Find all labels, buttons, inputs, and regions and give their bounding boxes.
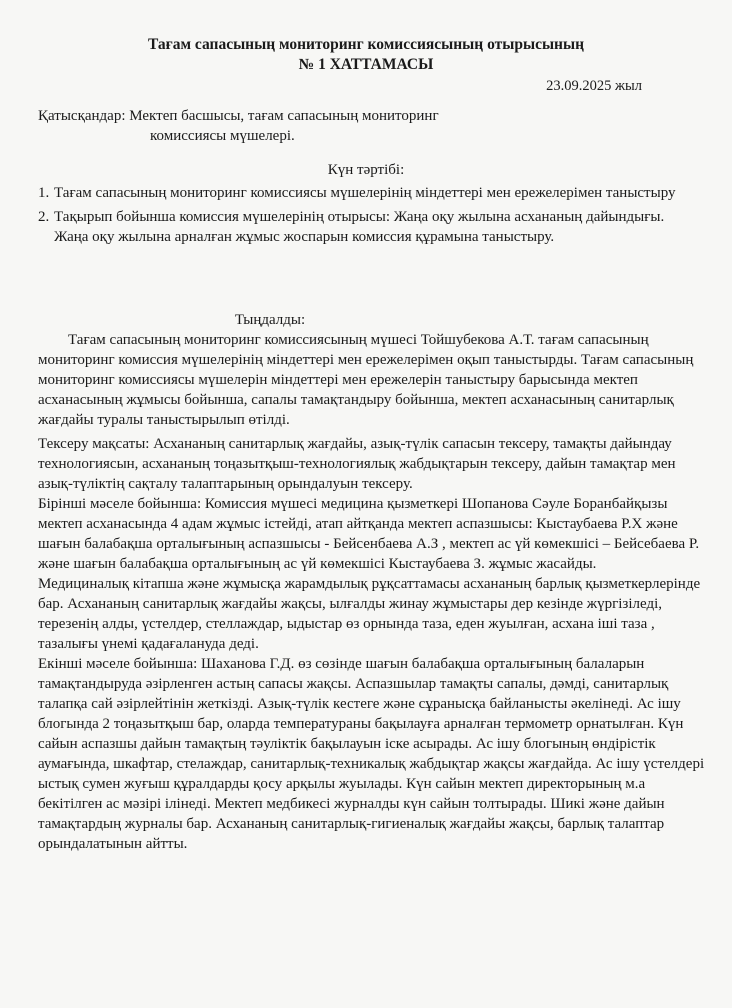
paragraph: Екінші мәселе бойынша: Шаханова Г.Д. өз сөзінде шағын балабақша орталығының балаларын тамақтандыруда әзірленген астың сапасы жақсы. Аспазшылар тамақты сапалы, дәмді, санитарлық талапқа сай әзірлейтінін жеткізді. Азық-түлік кестеге және сұранысқа байланысты әкелінеді. Ас ішу блогында 2 тоңазытқыш бар, оларда температураны бақылауға арналған термометр орнатылған. Күн сайын аспазшы дайын тамақтың тәуліктік бақылауын іске асырады. Ас ішу блогының өндірістік аумағында, шкафтар, стелаждар, санитарлық-техникалық жабдықтар жақсы жағдайда. Ас ішу үстелдері ыстық сумен жуғыш құралдарды қосу арқылы жуылады. Күн сайын мектеп директорының м.а бекітілген ас мәзірі ілінеді. Мектеп медбикесі журналды күн сайын толтырады. Шикі және дайын тамақтардың журналы бар. Асхананың санитарлық-гигиеналық жағдайы жақсы, барлық талаптар орындалатынын айтты.: [38, 656, 705, 852]
section-heading-listened: Тыңдалды:: [234, 312, 306, 328]
agenda-item-number: 1.: [38, 185, 50, 201]
paragraph: Бірінші мәселе бойынша: Комиссия мүшесі медицина қызметкері Шопанова Сәуле Боранбайқызы мектеп асханасында 4 адам жұмыс істейді, атап айтқанда мектеп аспазшысы: Кыстаубаева Р.Х және шағын балабақша орталығының аспазшысы - Бейсенбаева А.З , мектеп ас үй көмекшісі – Бейсебаева Р. және шағын балабақша орталығының ас үй көмекшісі Кыстаубаева З. жұмыс жасайды.: [38, 496, 700, 572]
participants-line: комиссиясы мүшелері.: [150, 128, 295, 144]
document-number: № 1 ХАТТАМАСЫ: [298, 56, 434, 73]
participants-line: Қатысқандар: Мектеп басшысы, тағам сапасының мониторинг: [38, 108, 439, 124]
agenda-title: Күн тәртібі:: [327, 162, 405, 178]
agenda-item-text: Тақырып бойынша комиссия мүшелерінің отырысы: Жаңа оқу жылына асхананың дайындығы. Жаңа оқу жылына арналған жұмыс жоспарын комиссия құрамына таныстыру.: [54, 209, 665, 245]
paragraph: Тағам сапасының мониторинг комиссиясының мүшесі Тойшубекова А.Т. тағам сапасының мониторинг комиссия мүшелерінің міндеттері мен ережелерімен оқып таныстырды. Тағам сапасының мониторинг комиссиясы мүшелерін міндеттері мен ережелерін таныстыру барысында мектеп асханасының жұмысы бойынша, сапалы тамақтандыру бойынша, мектеп асханасының санитарлық жағдайы туралы таныстырылып өтілді.: [38, 332, 694, 428]
paragraph: Медициналық кітапша және жұмысқа жарамдылық рұқсаттамасы асхананың барлық қызметкерлерінде бар. Асхананың санитарлық жағдайы жақсы, ылғалды жинау жұмыстары дер кезінде жүргізіледі, терезенің алды, үстелдер, стеллаждар, ыдыстар өз орнында таза, еден жуылған, асхана іші таза , тазалығы үнемі қадағалануда деді.: [38, 576, 701, 652]
agenda-item: [38, 183, 698, 203]
agenda-item: [38, 207, 698, 247]
document-date: 23.09.2025 жыл: [546, 78, 642, 94]
agenda-item-text: Тағам сапасының мониторинг комиссиясы мүшелерінің міндеттері мен ережелерімен таныстыру: [54, 185, 676, 201]
agenda-list: [38, 183, 698, 251]
paragraph: Тексеру мақсаты: Асхананың санитарлық жағдайы, азық-түлік сапасын тексеру, тамақты дайындау технологиясын, асхананың тоңазытқыш-технологиялық жабдықтарын тексеру, дайын тамақтар мен азық-түліктің сақталу талаптарының орындалуын тексеру.: [38, 436, 676, 492]
participants: [38, 106, 678, 146]
protocol-body: [38, 330, 706, 854]
agenda-item-number: 2.: [38, 209, 50, 225]
document-title: Тағам сапасының мониторинг комиссиясының отырысының: [147, 36, 585, 53]
